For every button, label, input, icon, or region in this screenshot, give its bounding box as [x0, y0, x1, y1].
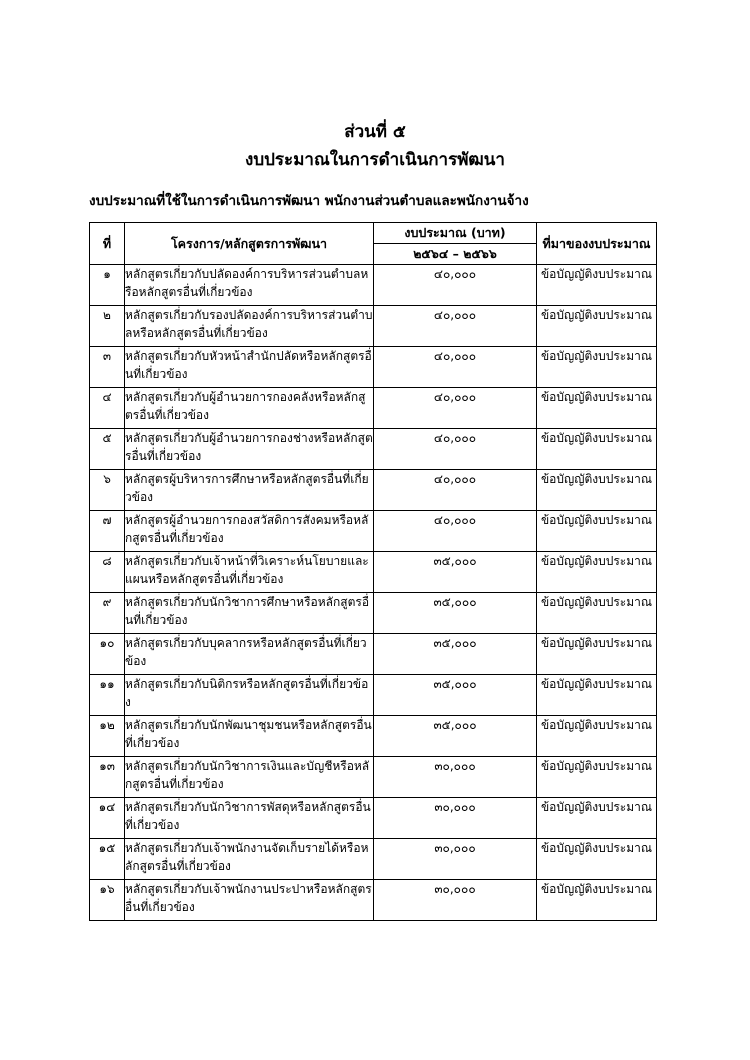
table-row [90, 839, 657, 880]
section-number: ส่วนที่ ๕ [344, 122, 406, 142]
row-source-cell [537, 306, 657, 347]
row-number: ๑๐ [99, 636, 115, 650]
row-course: หลักสูตรเกี่ยวกับนักพัฒนาชุมชนหรือหลักสูตรอื่นที่เกี่ยวข้อง [125, 718, 372, 750]
row-source: ข้อบัญญัติงบประมาณ [540, 841, 653, 855]
row-amount: ๔๐,๐๐๐ [433, 267, 477, 281]
row-number: ๕ [102, 431, 112, 445]
row-amount: ๓๕,๐๐๐ [433, 677, 477, 691]
header-source: ที่มาของงบประมาณ [537, 223, 657, 265]
row-number-cell [90, 265, 125, 306]
table-row [90, 798, 657, 839]
row-number: ๒ [103, 308, 111, 322]
table-row [90, 634, 657, 675]
row-source-cell [537, 716, 657, 757]
row-course-cell [125, 593, 374, 634]
row-amount: ๓๕,๐๐๐ [433, 554, 477, 568]
row-number-cell [90, 552, 125, 593]
table-row [90, 265, 657, 306]
row-amount-cell [374, 675, 537, 716]
row-course: หลักสูตรเกี่ยวกับผู้อำนวยการกองช่างหรือหลักสูตรอื่นที่เกี่ยวข้อง [125, 431, 373, 463]
row-source: ข้อบัญญัติงบประมาณ [540, 882, 653, 896]
row-source-cell [537, 634, 657, 675]
row-amount: ๔๐,๐๐๐ [433, 390, 477, 404]
row-course-cell [125, 675, 374, 716]
row-course-cell [125, 634, 374, 675]
row-source: ข้อบัญญัติงบประมาณ [540, 308, 653, 322]
row-course-cell [125, 511, 374, 552]
row-amount-cell [374, 470, 537, 511]
header-years: ๒๕๖๔ – ๒๕๖๖ [374, 244, 537, 265]
row-amount-cell [374, 552, 537, 593]
row-course: หลักสูตรเกี่ยวกับนักวิชาการศึกษาหรือหลักสูตรอื่นที่เกี่ยวข้อง [125, 595, 370, 627]
table-row [90, 716, 657, 757]
row-amount: ๓๐,๐๐๐ [434, 759, 476, 773]
table-row [90, 593, 657, 634]
table-row [90, 675, 657, 716]
row-course-cell [125, 470, 374, 511]
row-amount-cell [374, 798, 537, 839]
row-amount-cell [374, 716, 537, 757]
row-source-cell [537, 470, 657, 511]
table-row [90, 757, 657, 798]
row-number-cell [90, 511, 125, 552]
row-amount: ๔๐,๐๐๐ [433, 431, 477, 445]
row-number-cell [90, 634, 125, 675]
row-course: หลักสูตรเกี่ยวกับนักวิชาการเงินและบัญชีหรือหลักสูตรอื่นที่เกี่ยวข้อง [125, 759, 370, 791]
row-number-cell [90, 675, 125, 716]
row-course: หลักสูตรเกี่ยวกับรองปลัดองค์การบริหารส่วนตำบลหรือหลักสูตรอื่นที่เกี่ยวข้อง [125, 308, 373, 340]
row-source-cell [537, 675, 657, 716]
row-number-cell [90, 798, 125, 839]
row-number: ๙ [102, 595, 112, 609]
row-number: ๔ [102, 390, 112, 404]
table-row [90, 511, 657, 552]
row-number: ๓ [102, 349, 112, 363]
row-source-cell [537, 839, 657, 880]
row-course: หลักสูตรเกี่ยวกับบุคลากรหรือหลักสูตรอื่นที่เกี่ยวข้อง [125, 636, 367, 668]
row-number: ๑๓ [99, 759, 115, 773]
row-source-cell [537, 347, 657, 388]
page-title: งบประมาณในการดำเนินการพัฒนา [245, 150, 505, 170]
row-number-cell [90, 470, 125, 511]
row-source-cell [537, 265, 657, 306]
row-amount-cell [374, 306, 537, 347]
row-number: ๑๕ [98, 841, 116, 855]
row-course: หลักสูตรเกี่ยวกับหัวหน้าสำนักปลัดหรือหลักสูตรอื่นที่เกี่ยวข้อง [125, 349, 372, 381]
row-course: หลักสูตรเกี่ยวกับนิติกรหรือหลักสูตรอื่นที่เกี่ยวข้อง [125, 677, 369, 709]
row-number-cell [90, 429, 125, 470]
table-row [90, 470, 657, 511]
row-number: ๑ [103, 267, 111, 281]
row-source: ข้อบัญญัติงบประมาณ [540, 595, 653, 609]
row-source-cell [537, 757, 657, 798]
row-number: ๖ [103, 472, 111, 486]
row-number-cell [90, 839, 125, 880]
row-course: หลักสูตรเกี่ยวกับเจ้าหน้าที่วิเคราะห์นโยบายและแผนหรือหลักสูตรอื่นที่เกี่ยวข้อง [125, 554, 369, 586]
table-body [90, 265, 657, 921]
row-amount: ๓๐,๐๐๐ [434, 800, 476, 814]
table-row [90, 880, 657, 921]
row-source-cell [537, 429, 657, 470]
row-course: หลักสูตรเกี่ยวกับเจ้าพนักงานจัดเก็บรายได้หรือหลักสูตรอื่นที่เกี่ยวข้อง [125, 841, 369, 873]
budget-table [89, 222, 657, 921]
row-course-cell [125, 757, 374, 798]
row-amount: ๓๕,๐๐๐ [433, 718, 477, 732]
row-number-cell [90, 593, 125, 634]
row-amount: ๓๕,๐๐๐ [433, 595, 477, 609]
row-course-cell [125, 839, 374, 880]
header-budget: งบประมาณ (บาท) [374, 223, 537, 244]
header-course: โครงการ/หลักสูตรการพัฒนา [125, 223, 374, 265]
row-course-cell [125, 388, 374, 429]
row-source-cell [537, 880, 657, 921]
row-amount-cell [374, 388, 537, 429]
row-number-cell [90, 347, 125, 388]
row-number-cell [90, 880, 125, 921]
row-amount-cell [374, 757, 537, 798]
row-number-cell [90, 388, 125, 429]
row-source-cell [537, 388, 657, 429]
table-heading: งบประมาณที่ใช้ในการดำเนินการพัฒนา พนักงานส่วนตำบลและพนักงานจ้าง [89, 193, 529, 209]
row-course: หลักสูตรผู้บริหารการศึกษาหรือหลักสูตรอื่นที่เกี่ยวข้อง [125, 472, 369, 504]
row-course-cell [125, 552, 374, 593]
row-source: ข้อบัญญัติงบประมาณ [540, 349, 653, 363]
row-amount-cell [374, 429, 537, 470]
row-number: ๑๔ [98, 800, 116, 814]
row-number: ๑๖ [99, 882, 115, 896]
row-source: ข้อบัญญัติงบประมาณ [540, 800, 653, 814]
row-amount-cell [374, 593, 537, 634]
row-number-cell [90, 757, 125, 798]
row-course: หลักสูตรผู้อำนวยการกองสวัสดิการสังคมหรือหลักสูตรอื่นที่เกี่ยวข้อง [125, 513, 369, 545]
row-amount: ๓๕,๐๐๐ [433, 636, 477, 650]
row-course-cell [125, 347, 374, 388]
table-row [90, 552, 657, 593]
row-course-cell [125, 880, 374, 921]
row-amount: ๔๐,๐๐๐ [433, 513, 477, 527]
row-source: ข้อบัญญัติงบประมาณ [540, 513, 653, 527]
row-number: ๗ [102, 513, 112, 527]
header-no: ที่ [90, 223, 125, 265]
row-source: ข้อบัญญัติงบประมาณ [540, 390, 653, 404]
row-source: ข้อบัญญัติงบประมาณ [540, 472, 653, 486]
row-number-cell [90, 716, 125, 757]
row-source: ข้อบัญญัติงบประมาณ [540, 677, 653, 691]
row-source-cell [537, 552, 657, 593]
row-source: ข้อบัญญัติงบประมาณ [540, 267, 653, 281]
table-row [90, 306, 657, 347]
row-source-cell [537, 593, 657, 634]
row-amount-cell [374, 265, 537, 306]
row-amount: ๔๐,๐๐๐ [433, 349, 477, 363]
row-source-cell [537, 511, 657, 552]
table-row [90, 347, 657, 388]
row-amount-cell [374, 634, 537, 675]
row-amount: ๔๐,๐๐๐ [433, 472, 477, 486]
row-course-cell [125, 429, 374, 470]
row-course: หลักสูตรเกี่ยวกับผู้อำนวยการกองคลังหรือหลักสูตรอื่นที่เกี่ยวข้อง [125, 390, 366, 422]
row-source-cell [537, 798, 657, 839]
row-course-cell [125, 265, 374, 306]
row-number: ๑๑ [99, 677, 115, 691]
table-row [90, 388, 657, 429]
row-number: ๑๒ [99, 718, 115, 732]
row-source: ข้อบัญญัติงบประมาณ [540, 431, 653, 445]
row-amount-cell [374, 347, 537, 388]
row-amount-cell [374, 839, 537, 880]
row-source: ข้อบัญญัติงบประมาณ [540, 759, 653, 773]
row-amount: ๔๐,๐๐๐ [433, 308, 477, 322]
row-amount-cell [374, 880, 537, 921]
row-source: ข้อบัญญัติงบประมาณ [540, 718, 653, 732]
row-course-cell [125, 716, 374, 757]
row-course-cell [125, 798, 374, 839]
row-source: ข้อบัญญัติงบประมาณ [540, 554, 653, 568]
row-course: หลักสูตรเกี่ยวกับนักวิชาการพัสดุหรือหลักสูตรอื่นที่เกี่ยวข้อง [125, 800, 371, 832]
row-number-cell [90, 306, 125, 347]
row-amount-cell [374, 511, 537, 552]
row-course-cell [125, 306, 374, 347]
row-amount: ๓๐,๐๐๐ [434, 882, 476, 896]
row-course: หลักสูตรเกี่ยวกับเจ้าพนักงานประปาหรือหลักสูตรอื่นที่เกี่ยวข้อง [125, 882, 372, 914]
table-row [90, 429, 657, 470]
row-number: ๘ [102, 554, 112, 568]
row-source: ข้อบัญญัติงบประมาณ [540, 636, 653, 650]
row-amount: ๓๐,๐๐๐ [434, 841, 476, 855]
row-course: หลักสูตรเกี่ยวกับปลัดองค์การบริหารส่วนตำบลหรือหลักสูตรอื่นที่เกี่ยวข้อง [125, 267, 369, 299]
